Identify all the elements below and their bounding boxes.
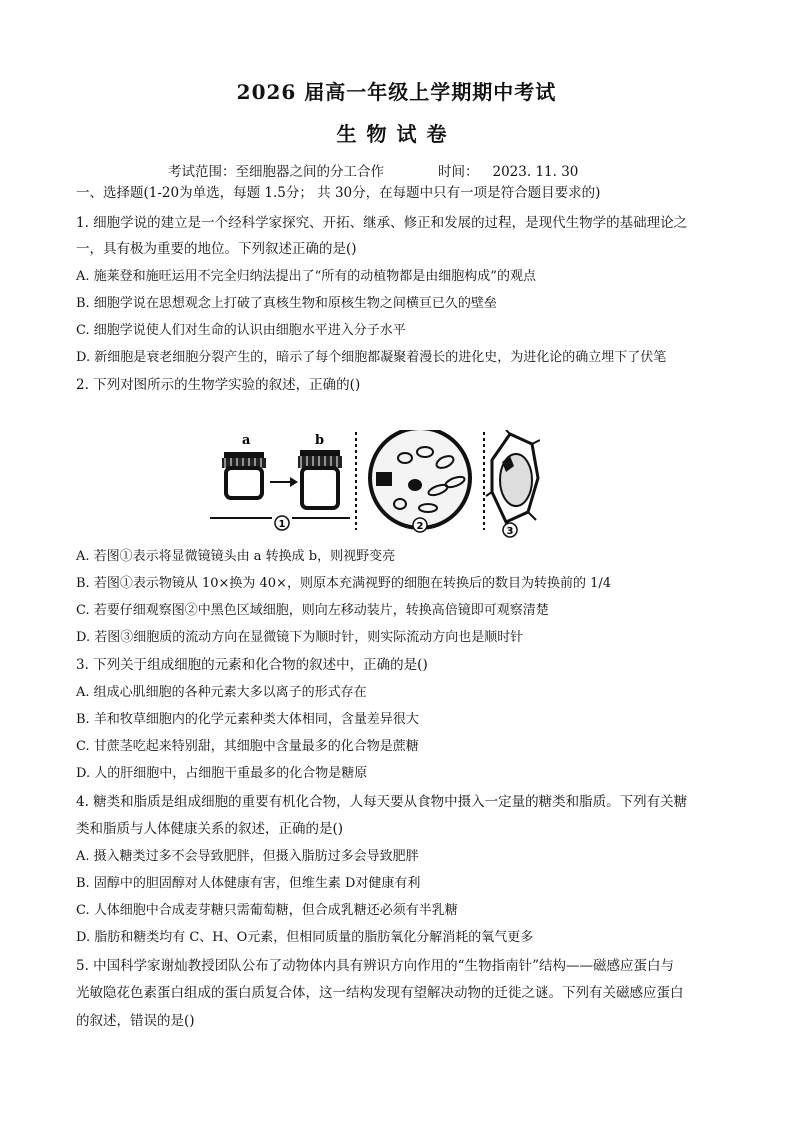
q4-option-b: B. 固醇中的胆固醇对人体健康有害，但维生素 D对健康有利	[76, 876, 421, 891]
svg-text:2: 2	[416, 521, 424, 532]
exam-time-label: 时间：	[438, 164, 479, 180]
q3-option-d: D. 人的肝细胞中，占细胞干重最多的化合物是糖原	[76, 766, 368, 781]
q1-stem-line1: 1. 细胞学说的建立是一个经科学家探究、开拓、继承、修正和发展的过程，是现代生物学的基础理论之	[76, 215, 688, 231]
q1-option-d: D. 新细胞是衰老细胞分裂产生的，暗示了每个细胞都凝聚着漫长的进化史，为进化论的确立埋下了伏笔	[76, 350, 667, 365]
q3-option-a: A. 组成心肌细胞的各种元素大多以离子的形式存在	[76, 685, 367, 700]
q3-option-b: B. 羊和牧草细胞内的化学元素种类大体相同，含量差异很大	[76, 712, 419, 727]
q4-option-d: D. 脂肪和糖类均有 C、H、O元素，但相同质量的脂肪氧化分解消耗的氧气更多	[76, 930, 534, 945]
objective-lens-diagram	[210, 433, 350, 530]
lens-label-a: a	[242, 433, 251, 448]
section-heading: 一、选择题(1-20为单选，每题 1.5分； 共 30分，在每题中只有一项是符合题目要求的)	[76, 185, 601, 201]
exam-date: 2023. 11. 30	[492, 164, 579, 180]
exam-scope: 考试范围：至细胞器之间的分工合作	[168, 164, 384, 180]
q1-option-c: C. 细胞学说使人们对生命的认识由细胞水平进入分子水平	[76, 323, 406, 338]
q4-option-c: C. 人体细胞中合成麦芽糖只需葡萄糖，但合成乳糖还必须有半乳糖	[76, 903, 458, 918]
q1-stem-line2: 一，具有极为重要的地位。下列叙述正确的是()	[76, 241, 357, 257]
svg-text:3: 3	[506, 526, 514, 537]
q4-option-a: A. 摄入糖类过多不会导致肥胖，但摄入脂肪过多会导致肥胖	[76, 849, 419, 864]
exam-meta	[168, 160, 578, 180]
microscope-figure	[210, 430, 540, 540]
q1-option-a: A. 施莱登和施旺运用不完全归纳法提出了“所有的动植物都是由细胞构成”的观点	[76, 269, 536, 284]
q4-stem-line2: 类和脂质与人体健康关系的叙述，正确的是()	[76, 821, 344, 837]
svg-text:1: 1	[278, 519, 286, 530]
exam-title: 2026 届高一年级上学期期中考试	[236, 80, 557, 104]
q2-option-a: A. 若图①表示将显微镜镜头由 a 转换成 b，则视野变亮	[76, 549, 396, 564]
field-of-view-diagram	[370, 430, 470, 532]
q2-stem: 2. 下列对图所示的生物学实验的叙述，正确的()	[76, 377, 361, 393]
q5-stem-line3: 的叙述，错误的是()	[76, 1013, 195, 1029]
lens-label-b: b	[315, 433, 325, 448]
q3-stem: 3. 下列关于组成细胞的元素和化合物的叙述中，正确的是()	[76, 657, 428, 673]
plant-cell-diagram	[486, 430, 540, 537]
exam-subject: 生物试卷	[336, 122, 457, 146]
q4-stem-line1: 4. 糖类和脂质是组成细胞的重要有机化合物，人每天要从食物中摄入一定量的糖类和脂质。下列有关糖	[76, 794, 688, 810]
q1-option-b: B. 细胞学说在思想观念上打破了真核生物和原核生物之间横亘已久的壁垒	[76, 296, 497, 311]
q5-stem-line1: 5. 中国科学家谢灿教授团队公布了动物体内具有辨识方向作用的“生物指南针”结构——磁感应蛋白与	[76, 958, 674, 974]
q5-stem-line2: 光敏隐花色素蛋白组成的蛋白质复合体，这一结构发现有望解决动物的迁徙之谜。下列有关磁感应蛋白	[76, 985, 684, 1001]
q2-option-d: D. 若图③细胞质的流动方向在显微镜下为顺时针，则实际流动方向也是顺时针	[76, 630, 524, 645]
q2-option-b: B. 若图①表示物镜从 10×换为 40×，则原本充满视野的细胞在转换后的数目为转换前的 1/4	[76, 576, 612, 591]
q2-option-c: C. 若要仔细观察图②中黑色区域细胞，则向左移动装片，转换高倍镜即可观察清楚	[76, 603, 549, 618]
q3-option-c: C. 甘蔗茎吃起来特别甜，其细胞中含量最多的化合物是蔗糖	[76, 739, 419, 754]
